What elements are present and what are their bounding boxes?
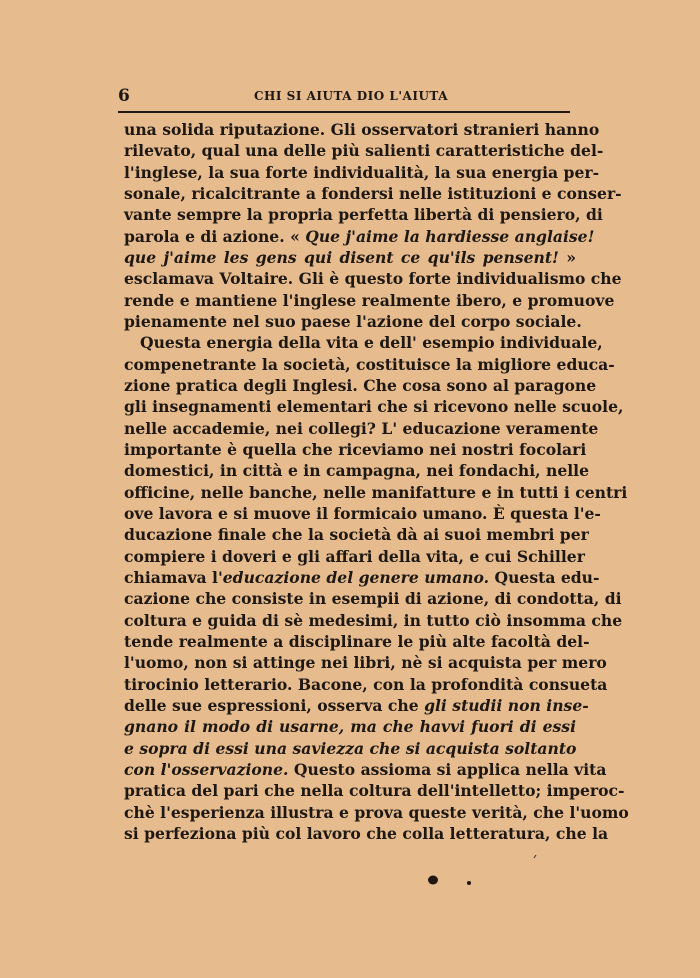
text-segment: chiamava l': [124, 567, 223, 587]
text-segment: parola e di azione. «: [124, 226, 306, 246]
text-segment: Questa edu-: [489, 567, 600, 587]
text-segment: gli insegnamenti elementari che si ricevono nelle scuole,: [124, 397, 624, 417]
ink-speck: [428, 876, 438, 885]
text-segment: ducazione finale che la società dà ai suoi membri per: [124, 525, 589, 545]
text-segment: l'uomo, non si attinge nei libri, nè si acquista per mero: [124, 653, 607, 673]
text-segment: rende e mantiene l'inglese realmente ibero, e promuove: [124, 290, 615, 310]
text-segment: zione pratica degli Inglesi. Che cosa sono al paragone: [124, 375, 597, 395]
text-segment: Questa energia della vita e dell' esempio individuale,: [140, 333, 603, 353]
text-segment: officine, nelle banche, nelle manifatture e in tutti i centri: [124, 482, 628, 502]
italic-segment: que j'aime les gens qui disent ce qu'ils pensent!: [124, 247, 559, 267]
text-segment: nelle accademie, nei collegi? L' educazione veramente: [124, 418, 599, 438]
text-segment: sonale, ricalcitrante a fondersi nelle istituzioni e conser-: [124, 183, 622, 203]
text-segment: tende realmente a disciplinare le più alte facoltà del-: [124, 631, 590, 651]
italic-segment: gnano il modo di usarne, ma che havvi fuori di essi: [124, 717, 576, 737]
text-segment: »: [558, 247, 576, 267]
text-segment: Questo assioma si applica nella vita: [288, 759, 607, 779]
text-segment: delle sue espressioni, osserva che: [124, 695, 425, 715]
ink-speck: [534, 855, 536, 858]
text-segment: compenetrante la società, costituisce la migliore educa-: [124, 354, 615, 374]
text-segment: compiere i doveri e gli affari della vita, e cui Schiller: [124, 546, 585, 566]
text-segment: si perfeziona più col lavoro che colla letteratura, che la: [124, 823, 609, 843]
text-segment: esclamava Voltaire. Gli è questo forte individualismo che: [124, 269, 622, 289]
text-segment: pienamente nel suo paese l'azione del corpo sociale.: [124, 311, 582, 331]
text-segment: ove lavora e si muove il formicaio umano. È questa l'e-: [124, 503, 601, 523]
text-segment: cazione che consiste in esempii di azione, di condotta, di: [124, 589, 622, 609]
italic-segment: con l'osservazione.: [124, 759, 289, 779]
text-segment: domestici, in città e in campagna, nei fondachi, nelle: [124, 461, 590, 481]
text-segment: importante è quella che riceviamo nei nostri focolari: [124, 439, 587, 459]
text-segment: l'inglese, la sua forte individualità, la sua energia per-: [124, 162, 600, 182]
italic-segment: gli studii non inse-: [424, 695, 589, 715]
ink-speck: [467, 881, 471, 885]
text-segment: pratica del pari che nella coltura dell'intelletto; imperoc-: [124, 781, 625, 801]
text-segment: una solida riputazione. Gli osservatori stranieri hanno: [124, 120, 600, 139]
text-segment: vante sempre la propria perfetta libertà di pensiero, di: [124, 205, 603, 225]
running-title: CHI SI AIUTA DIO L'AIUTA: [253, 89, 449, 103]
italic-segment: e sopra di essi una saviezza che si acquista soltanto: [124, 738, 577, 758]
page-number: 6: [118, 86, 130, 106]
italic-segment: Que j'aime la hardiesse anglaise!: [305, 226, 595, 246]
text-segment: chè l'esperienza illustra e prova queste verità, che l'uomo: [124, 802, 629, 822]
text-segment: rilevato, qual una delle più salienti caratteristiche del-: [124, 141, 604, 161]
italic-segment: educazione del genere umano.: [222, 567, 490, 587]
text-segment: tirocinio letterario. Bacone, con la profondità consueta: [124, 674, 608, 694]
text-segment: coltura e guida di sè medesimi, in tutto ciò insomma che: [124, 610, 623, 630]
